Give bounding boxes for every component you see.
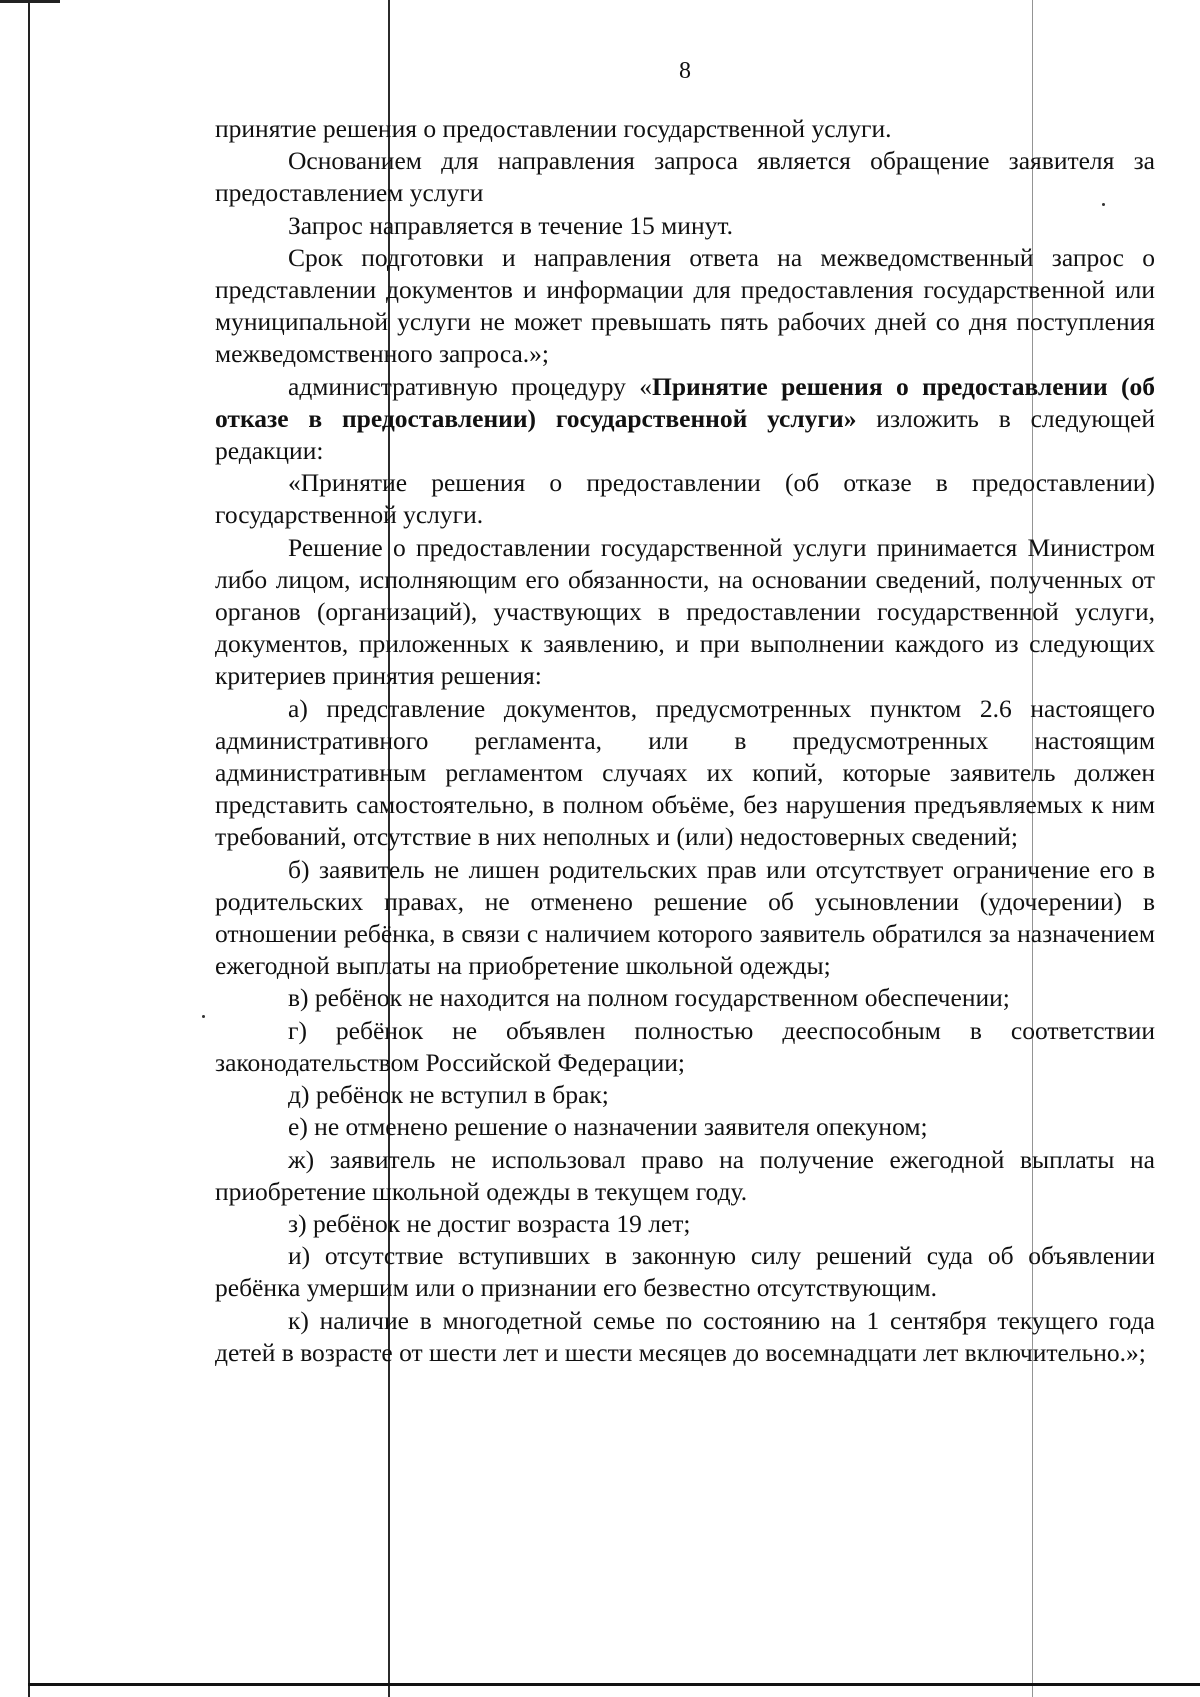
procedure-title: Принятие решения о предоставлении (об отказе в предоставлении) государственной услуги» bbox=[215, 371, 1155, 433]
scan-mark-top bbox=[0, 0, 60, 3]
paragraph: Запрос направляется в течение 15 минут. bbox=[288, 210, 733, 240]
list-item: г) ребёнок не объявлен полностью дееспособным в соответствии законодательством Российской Федерации; bbox=[215, 1015, 1155, 1077]
paragraph: Срок подготовки и направления ответа на межведомственный запрос о представлении документов и информации для предоставления государственной или муниципальной услуги не может превышать пять рабочих дней со дня поступления межведомственного запроса.»; bbox=[215, 242, 1155, 369]
paragraph-text: изложить в следующей редакции: bbox=[215, 403, 1155, 466]
scan-edge-left bbox=[28, 0, 30, 1697]
list-item: в) ребёнок не находится на полном государственном обеспечении; bbox=[288, 983, 1010, 1013]
paragraph: Основанием для направления запроса является обращение заявителя за предоставлением услуги bbox=[215, 146, 1155, 208]
scan-speck bbox=[202, 1015, 205, 1018]
paragraph: Решение о предоставлении государственной услуги принимается Министром либо лицом, исполняющим его обязанности, на основании сведений, полученных от органов (организаций), участвующих в предоставлении государственной услуги, документов, приложенных к заявлению, и при выполнении каждого из следующих критериев принятия решения: bbox=[215, 532, 1155, 691]
page-number: 8 bbox=[679, 58, 691, 84]
list-item: и) отсутствие вступивших в законную силу решений суда об объявлении ребёнка умершим или о признании его безвестно отсутствующим. bbox=[215, 1241, 1155, 1303]
document-body bbox=[215, 113, 1155, 1369]
paragraph: принятие решения о предоставлении государственной услуги. bbox=[215, 114, 892, 143]
scan-edge-bottom bbox=[28, 1683, 1200, 1686]
list-item: з) ребёнок не достиг возраста 19 лет; bbox=[288, 1208, 691, 1238]
paragraph: «Принятие решения о предоставлении (об отказе в предоставлении) государственной услуги. bbox=[215, 468, 1155, 530]
list-item: б) заявитель не лишен родительских прав или отсутствует ограничение его в родительских правах, не отменено решение об усыновлении (удочерении) в отношении ребёнка, в связи с наличием которого заявитель обратился за назначением ежегодной выплаты на приобретение школьной одежды; bbox=[215, 854, 1155, 981]
paragraph-text: административную процедуру « bbox=[288, 371, 652, 401]
list-item: е) не отменено решение о назначении заявителя опекуном; bbox=[288, 1112, 928, 1142]
list-item: ж) заявитель не использовал право на получение ежегодной выплаты на приобретение школьной одежды в текущем году. bbox=[215, 1144, 1155, 1206]
list-item: а) представление документов, предусмотренных пунктом 2.6 настоящего административного регламента, или в предусмотренных настоящим административным регламентом случаях их копий, которые заявитель должен представить самостоятельно, в полном объёме, без нарушения предъявляемых к ним требований, отсутствие в них неполных и (или) недостоверных сведений; bbox=[215, 693, 1155, 852]
list-item: д) ребёнок не вступил в брак; bbox=[288, 1080, 609, 1110]
paragraph-amendment bbox=[215, 371, 1155, 468]
list-item: к) наличие в многодетной семье по состоянию на 1 сентября текущего года детей в возрасте от шести лет и шести месяцев до восемнадцати лет включительно.»; bbox=[215, 1305, 1155, 1367]
